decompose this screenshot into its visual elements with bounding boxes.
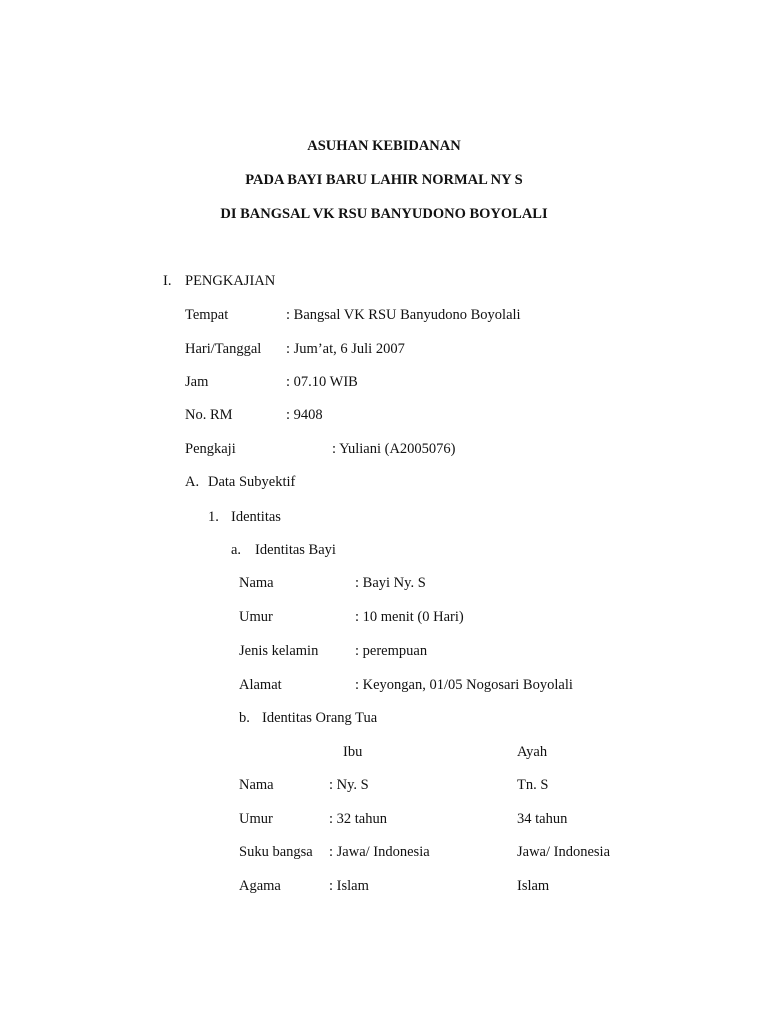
- ibu-value-nama: : Ny. S: [329, 777, 369, 793]
- item-heading-identitas: Identitas: [231, 509, 281, 525]
- parent-label-umur: Umur: [239, 811, 273, 827]
- field-value-hari-tanggal: : Jum’at, 6 Juli 2007: [286, 341, 405, 357]
- section-number: I.: [163, 273, 172, 289]
- ibu-value-agama: : Islam: [329, 878, 369, 894]
- document-title-line3: DI BANGSAL VK RSU BANYUDONO BOYOLALI: [220, 206, 548, 222]
- field-label-tempat: Tempat: [185, 307, 229, 323]
- section-heading: PENGKAJIAN: [185, 273, 276, 289]
- field-value-no-rm: : 9408: [286, 407, 323, 423]
- subitem-heading-identitas-bayi: Identitas Bayi: [255, 542, 336, 558]
- column-header-ibu: Ibu: [343, 744, 363, 760]
- bayi-value-alamat: : Keyongan, 01/05 Nogosari Boyolali: [355, 677, 573, 693]
- parent-label-nama: Nama: [239, 777, 274, 793]
- document-title-line2: PADA BAYI BARU LAHIR NORMAL NY S: [245, 172, 523, 188]
- bayi-label-umur: Umur: [239, 609, 273, 625]
- parent-label-agama: Agama: [239, 878, 281, 894]
- subitem-marker-b: b.: [239, 710, 250, 726]
- subsection-marker-a: A.: [185, 474, 200, 490]
- bayi-value-umur: : 10 menit (0 Hari): [355, 609, 464, 625]
- ayah-value-agama: Islam: [517, 878, 550, 894]
- subsection-heading-data-subyektif: Data Subyektif: [208, 474, 296, 490]
- column-header-ayah: Ayah: [517, 744, 548, 760]
- bayi-value-nama: : Bayi Ny. S: [355, 575, 426, 591]
- ayah-value-suku-bangsa: Jawa/ Indonesia: [517, 844, 611, 860]
- item-marker-1: 1.: [208, 509, 219, 525]
- bayi-label-alamat: Alamat: [239, 677, 282, 693]
- ayah-value-nama: Tn. S: [517, 777, 549, 793]
- ibu-value-umur: : 32 tahun: [329, 811, 387, 827]
- subitem-marker-a: a.: [231, 542, 242, 558]
- ibu-value-suku-bangsa: : Jawa/ Indonesia: [329, 844, 430, 860]
- bayi-label-nama: Nama: [239, 575, 274, 591]
- field-value-tempat: : Bangsal VK RSU Banyudono Boyolali: [286, 307, 521, 323]
- field-value-pengkaji: : Yuliani (A2005076): [332, 441, 456, 457]
- document-title-line1: ASUHAN KEBIDANAN: [307, 138, 461, 154]
- field-label-hari-tanggal: Hari/Tanggal: [185, 341, 262, 357]
- field-label-no-rm: No. RM: [185, 407, 233, 423]
- parent-label-suku-bangsa: Suku bangsa: [239, 844, 313, 860]
- subitem-heading-identitas-orang-tua: Identitas Orang Tua: [262, 710, 378, 726]
- ayah-value-umur: 34 tahun: [517, 811, 568, 827]
- field-value-jam: : 07.10 WIB: [286, 374, 358, 390]
- field-label-jam: Jam: [185, 374, 209, 390]
- bayi-value-jenis-kelamin: : perempuan: [355, 643, 428, 659]
- bayi-label-jenis-kelamin: Jenis kelamin: [239, 643, 319, 659]
- field-label-pengkaji: Pengkaji: [185, 441, 236, 457]
